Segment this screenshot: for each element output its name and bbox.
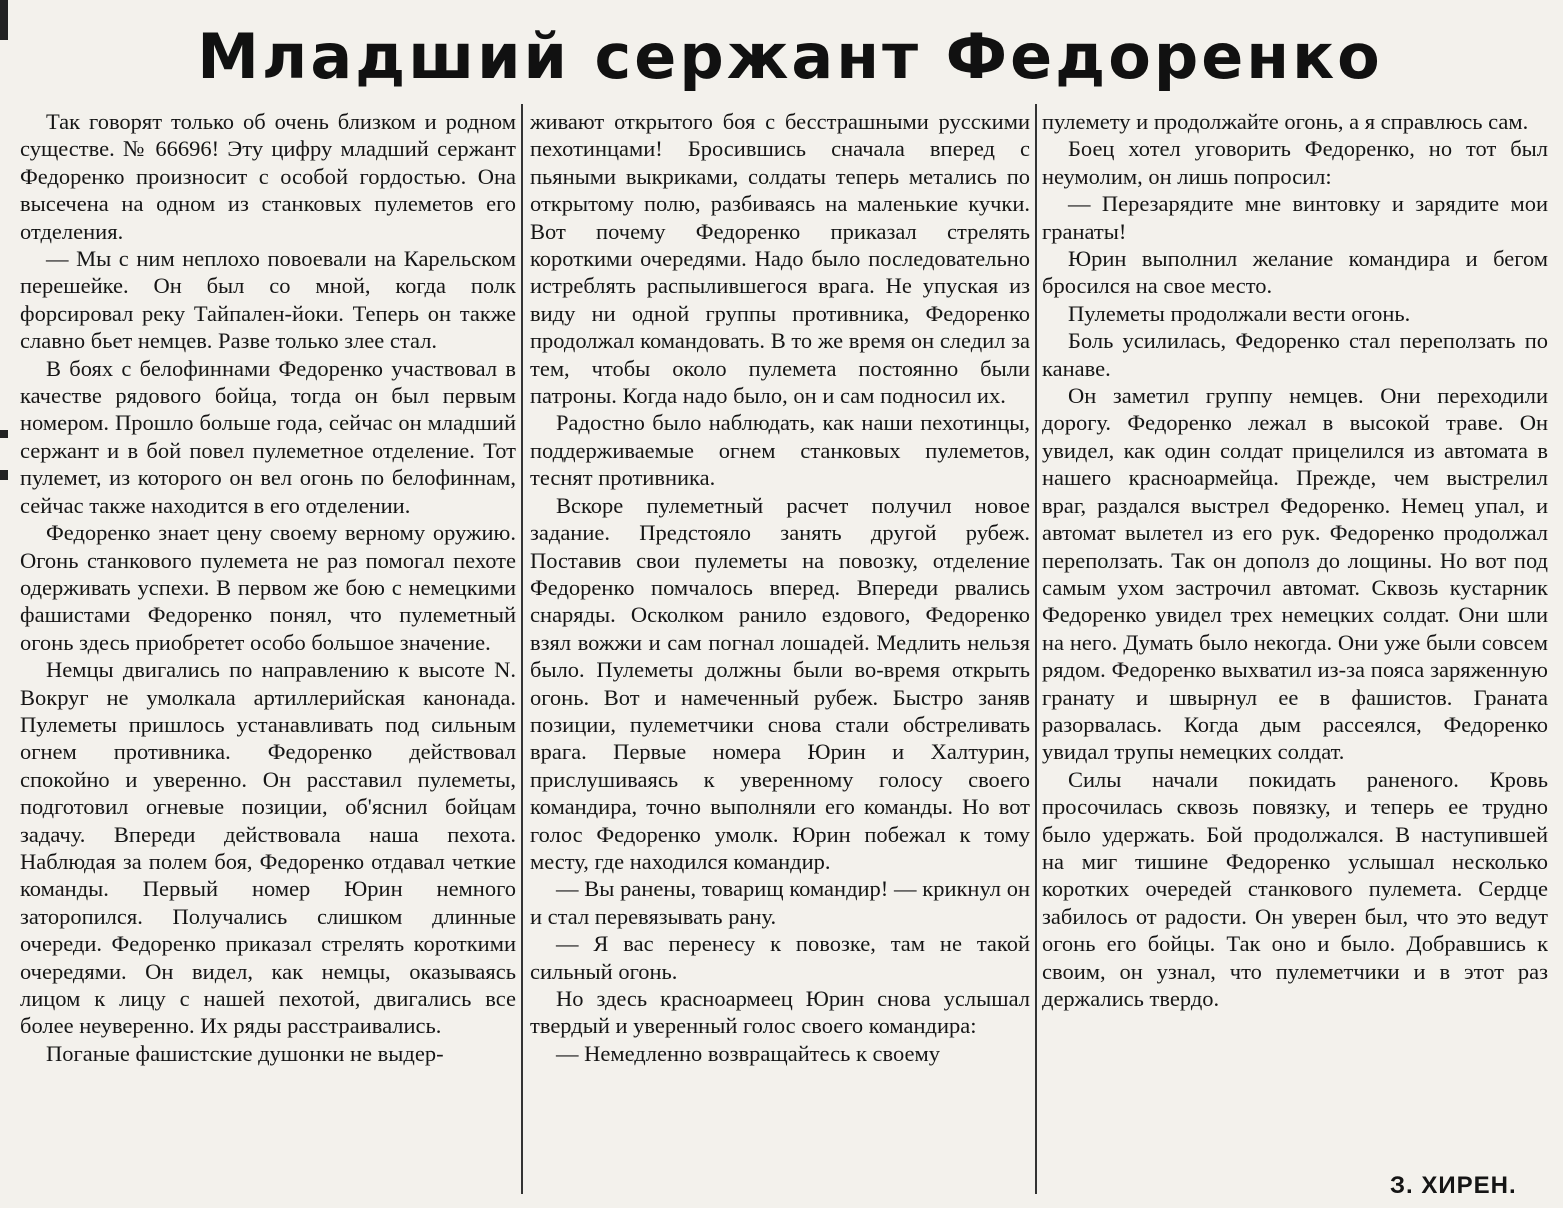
paragraph: Вскоре пулеметный расчет получил новое задание. Предстояло занять другой рубеж. Поставив свои пулеметы на повозку, отделение Федоренко помчалось вперед. Впереди рвались снаряды. Осколком ранило ездового, Федоренко взял вожжи и сам погнал лошадей. Медлить нельзя было. Пулеметы должны были во-время открыть огонь. Вот и намеченный рубеж. Быстро заняв позиции, пулеметчики снова стали обстреливать врага. Первые номера Юрин и Халтурин, прислушиваясь к уверенному голосу своего командира, точно выполняли его команды. Но вот голос Федоренко умолк. Юрин побежал к тому месту, где находился командир. [530, 492, 1030, 874]
paragraph: Юрин выполнил желание командира и бегом бросился на свое место. [1042, 246, 1548, 299]
paragraph: Радостно было наблюдать, как наши пехотинцы, поддерживаемые огнем станковых пулеметов, теснят противника. [530, 410, 1030, 491]
paragraph: Поганые фашистские душонки не выдер- [46, 1040, 444, 1066]
paragraph: Силы начали покидать раненого. Кровь просочилась сквозь повязку, и теперь ее трудно было удержать. Бой продолжался. В наступившей на миг тишине Федоренко услышал несколько коротких очередей станкового пулемета. Сердце забилось от радости. Он уверен был, что это ведут огонь его бойцы. Так оно и было. Добравшись к своим, он узнал, что пулеметчики и в этот раз держались твердо. [1042, 766, 1548, 1011]
paragraph: Федоренко знает цену своему верному оружию. Огонь станкового пулемета не раз помогал пехоте одерживать успехи. В первом же бою с немецкими фашистами Федоренко понял, что пулеметный огонь здесь приобретет особо большое значение. [20, 520, 516, 655]
paragraph: — Перезарядите мне винтовку и зарядите мои гранаты! [1042, 191, 1548, 244]
paragraph: живают открытого боя с бесстрашными русскими пехотинцами! Бросившись сначала вперед с пьяными выкриками, солдаты теперь метались по открытому полю, разбиваясь на маленькие кучки. Вот почему Федоренко приказал стрелять короткими очередями. Надо было последовательно истреблять распылившегося врага. Не упуская из виду ни одной группы противника, Федоренко продолжал командовать. В то же время он следил за тем, чтобы около пулемета постоянно были патроны. Когда надо было, он и сам подносил их. [530, 109, 1030, 409]
paragraph: Но здесь красноармеец Юрин снова услышал твердый и уверенный голос своего командира: [530, 986, 1030, 1039]
article-column-1 [20, 108, 516, 1200]
page-edge-mark [0, 0, 8, 40]
paragraph: Так говорят только об очень близком и родном существе. № 66696! Эту цифру младший сержант Федоренко произносит с особой гордостью. Она высечена на одном из станковых пулеметов его отделения. [20, 109, 516, 244]
paragraph: Боль усилилась, Федоренко стал переползать по канаве. [1042, 328, 1548, 381]
page-edge-mark [0, 470, 8, 480]
paragraph: пулемету и продолжайте огонь, а я справлюсь сам. [1042, 109, 1529, 134]
paragraph: — Вы ранены, товарищ командир! — крикнул он и стал перевязывать рану. [530, 876, 1030, 929]
paragraph: Пулеметы продолжали вести огонь. [1068, 300, 1411, 326]
article-title: Младший сержант Федоренко [197, 20, 1383, 93]
paragraph: В боях с белофиннами Федоренко участвовал в качестве рядового бойца, тогда он был первым номером. Прошло больше года, сейчас он младший сержант и в бой повел пулеметное отделение. Тот пулемет, из которого он вел огонь по белофиннам, сейчас также находится в его отделении. [20, 355, 516, 518]
paragraph: Немцы двигались по направлению к высоте N. Вокруг не умолкала артиллерийская канонада. Пулеметы пришлось устанавливать под сильным огнем противника. Федоренко действовал спокойно и уверенно. Он расставил пулеметы, подготовил огневые позиции, об'яснил бойцам задачу. Впереди действовала наша пехота. Наблюдая за полем боя, Федоренко отдавал четкие команды. Первый номер Юрин немного заторопился. Получались слишком длинные очереди. Федоренко приказал стрелять короткими очередями. Он видел, как немцы, оказываясь лицом к лицу с нашей пехотой, двигались все более неуверенно. Их ряды расстраивались. [20, 657, 516, 1039]
paragraph: — Я вас перенесу к повозке, там не такой сильный огонь. [530, 931, 1030, 984]
paragraph: — Немедленно возвращайтесь к своему [556, 1040, 940, 1066]
page-edge-mark [0, 430, 8, 438]
author-signature: З. ХИРЕН. [1390, 1172, 1517, 1199]
article-column-3 [1042, 108, 1548, 1200]
paragraph: Он заметил группу немцев. Они переходили дорогу. Федоренко лежал в высокой траве. Он увидел, как один солдат прицелился из автомата в нашего красноармейца. Прежде, чем выстрелил враг, раздался выстрел Федоренко. Немец упал, и автомат вылетел из его рук. Федоренко продолжал переползать. Так он дополз до лощины. Но вот под самым ухом застрочил автомат. Сквозь кустарник Федоренко увидел трех немецких солдат. Они шли на него. Думать было некогда. Они уже были совсем рядом. Федоренко выхватил из-за пояса заряженную гранату и швырнул ее в фашистов. Граната разорвалась. Когда дым рассеялся, Федоренко увидал трупы немецких солдат. [1042, 383, 1548, 765]
paragraph: Боец хотел уговорить Федоренко, но тот был неумолим, он лишь попросил: [1042, 136, 1548, 189]
column-divider [1035, 104, 1037, 1194]
paragraph: — Мы с ним неплохо повоевали на Карельском перешейке. Он был со мной, когда полк форсировал реку Тайпален-йоки. Теперь он также славно бьет немцев. Разве только злее стал. [20, 246, 516, 354]
column-divider [521, 104, 523, 1194]
article-column-2 [530, 108, 1030, 1200]
